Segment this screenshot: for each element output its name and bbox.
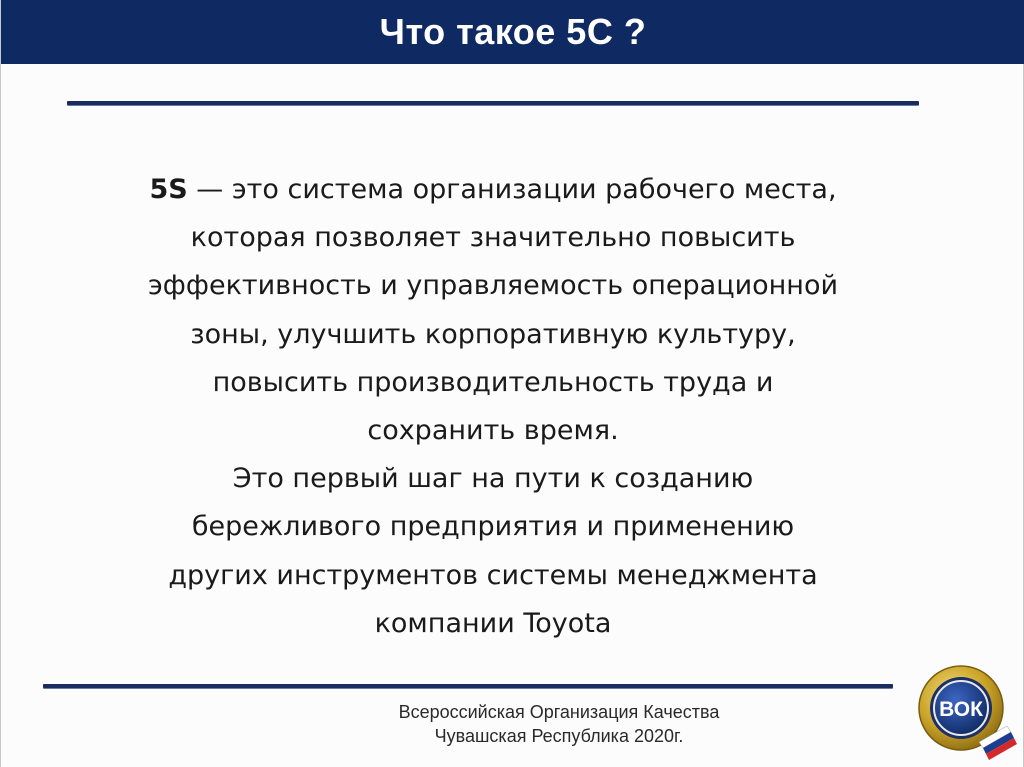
bottom-divider [43, 684, 893, 688]
top-divider [67, 101, 919, 105]
text-line-3: эффективность и управляемость операционной [147, 270, 839, 302]
slide-title: Что такое 5С ? [379, 11, 647, 52]
footer-region-year: Чувашская Республика 2020г. [434, 726, 684, 746]
vok-logo-icon [911, 660, 1021, 760]
definition-start: — это система организации рабочего места, [187, 174, 837, 205]
footer [319, 700, 799, 748]
main-text [61, 166, 925, 648]
text-line-4: зоны, улучшить корпоративную культуру, [190, 318, 796, 350]
title-bar [1, 0, 1024, 64]
text-line-1 [61, 166, 925, 214]
footer-organization: Всероссийская Организация Качества [398, 702, 720, 722]
text-line-10: компании Toyota [374, 607, 612, 639]
text-line-7: Это первый шаг на пути к созданию [232, 463, 754, 495]
logo-text: ВОК [939, 698, 983, 721]
term-5s: 5S [149, 174, 188, 205]
text-line-8: бережливого предприятия и применению [191, 511, 795, 543]
text-line-5: повысить производительность труда и [212, 366, 774, 398]
text-line-6: сохранить время. [367, 415, 619, 447]
text-line-9: других инструментов системы менеджмента [168, 559, 818, 591]
text-line-2: которая позволяет значительно повысить [190, 222, 796, 254]
